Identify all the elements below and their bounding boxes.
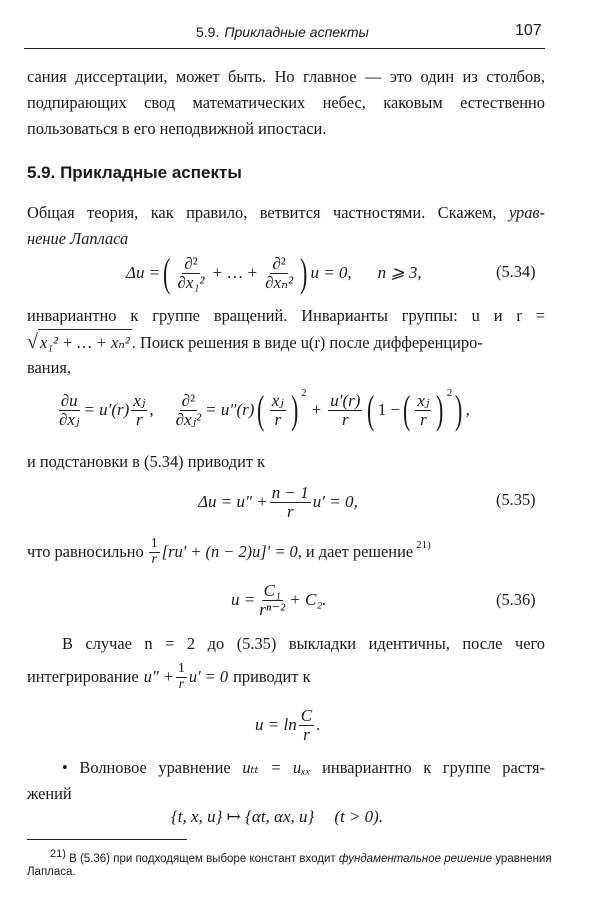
- para5-expression: u″ +: [143, 667, 174, 686]
- fraction: [257, 582, 287, 619]
- page-number: 107: [515, 22, 542, 39]
- eq-rhs: + C₂.: [289, 590, 327, 609]
- eq-lhs: Δu = u″ +: [198, 492, 268, 511]
- eq-rhs: u = 0,: [310, 263, 352, 282]
- eq-condition: (t > 0).: [334, 807, 384, 826]
- sqrt-expression: x₁² + … + xₙ²: [38, 329, 132, 356]
- footnote-italic-term: фундаментальное решение: [338, 852, 493, 865]
- denominator: r: [286, 501, 294, 521]
- exponent: 2: [301, 387, 307, 399]
- footnote-rule: [27, 839, 187, 840]
- fraction: [131, 392, 147, 429]
- para5-expression: u′ = 0: [188, 667, 229, 686]
- fraction: [270, 484, 311, 521]
- bullet-line-1: [62, 755, 545, 781]
- eq-rhs: u′ = 0,: [312, 492, 358, 511]
- denominator: ∂xⱼ: [59, 409, 80, 429]
- bullet-icon: •: [62, 758, 68, 777]
- footnote-marker[interactable]: 21): [416, 539, 431, 551]
- right-paren: ): [300, 250, 308, 295]
- denominator: r: [151, 551, 157, 567]
- fraction: [415, 392, 431, 429]
- bullet-expression: uₜₜ = uₓₓ: [242, 758, 311, 777]
- denominator: r: [136, 409, 143, 429]
- numerator: ∂²: [272, 253, 286, 273]
- denominator: r: [303, 724, 310, 744]
- denominator: ∂xⱼ²: [175, 409, 202, 429]
- para1-line-2: нение Лапласа: [27, 229, 129, 248]
- denominator: r: [178, 676, 185, 692]
- equation-5-35: [198, 477, 358, 527]
- denominator: ∂x₁²: [177, 272, 205, 292]
- footnote-text-end: уравнения: [495, 852, 552, 865]
- equation-5-34: [126, 248, 422, 298]
- para2-line-3: вания,: [27, 358, 71, 377]
- denominator: r: [420, 409, 427, 429]
- fraction: [328, 392, 362, 429]
- left-paren: (: [367, 387, 375, 432]
- numerator: ∂²: [181, 390, 196, 410]
- eq-term: = u″(r): [205, 400, 255, 419]
- numerator: 1: [177, 660, 185, 676]
- intro-line-2: подпирающих свод математических небес, каковым естественно: [27, 93, 545, 112]
- equation-number-5-35: (5.35): [496, 490, 536, 509]
- footnote-line-2: Лапласа.: [27, 866, 76, 878]
- numerator: xⱼ: [271, 390, 284, 410]
- para4-text: что равносильно: [27, 542, 144, 561]
- para5-line-1: В случае n = 2 до (5.35) выкладки идентичны, после чего: [62, 634, 545, 653]
- fraction: [270, 392, 286, 429]
- denominator: rⁿ⁻²: [259, 599, 286, 619]
- para3: и подстановки в (5.34) приводит к: [27, 452, 266, 471]
- header-rule: [24, 48, 545, 49]
- para1-italic-term: урав-: [508, 203, 545, 222]
- para5-text: интегрирование: [27, 667, 139, 686]
- eq-ellipsis: + … +: [212, 263, 258, 282]
- fraction: [57, 392, 81, 429]
- para5-text-end: приводит к: [233, 667, 311, 686]
- numerator: C₁: [263, 580, 281, 600]
- para1-line-1: [27, 200, 545, 226]
- denominator: r: [274, 409, 282, 429]
- footnote-line-1: [50, 845, 552, 868]
- comma: ,: [149, 400, 154, 419]
- fraction: [149, 537, 160, 567]
- eq-term: = u′(r): [83, 400, 130, 419]
- para2-line-1: инвариантно к группе вращений. Инварианты группы: u и r =: [27, 306, 545, 325]
- numerator: n − 1: [271, 482, 309, 502]
- para5-line-2: [27, 657, 545, 697]
- fraction: [176, 255, 207, 292]
- right-paren: ): [436, 387, 444, 432]
- eq-lhs: u =: [231, 590, 256, 609]
- bullet-text: Волновое уравнение: [79, 758, 231, 777]
- equation-5-36: [231, 575, 327, 625]
- equation-group: [171, 803, 383, 831]
- intro-line-3: пользоваться в его неподвижной ипостаси.: [27, 119, 327, 138]
- para1-text: Общая теория, как правило, ветвится частностями. Скажем,: [27, 203, 497, 222]
- left-paren: (: [163, 250, 171, 295]
- para4: [27, 532, 545, 572]
- footnote-mark: 21): [50, 848, 66, 860]
- para2-text: . Поиск решения в виде u(r) после дифференциро-: [131, 333, 483, 352]
- eq-lhs: u = ln: [255, 715, 297, 734]
- para4-expression: [ru′ + (n − 2)u]′ = 0: [161, 542, 298, 561]
- numerator: xⱼ: [133, 390, 146, 410]
- intro-line-1: сания диссертации, может быть. Но главное — это один из столбов,: [27, 67, 545, 86]
- equation-ln: [255, 702, 320, 748]
- comma: ,: [465, 400, 470, 419]
- numerator: u′(r): [330, 390, 361, 410]
- denominator: r: [341, 409, 349, 429]
- numerator: ∂²: [184, 253, 198, 273]
- fraction: [176, 662, 187, 692]
- numerator: xⱼ: [417, 390, 430, 410]
- numerator: C: [300, 705, 313, 725]
- section-heading: 5.9. Прикладные аспекты: [27, 163, 242, 182]
- left-paren: (: [403, 387, 411, 432]
- eq-lhs: Δu =: [126, 263, 161, 282]
- running-header-section-number: 5.9.: [196, 24, 220, 40]
- fraction: [174, 392, 204, 429]
- exponent: 2: [446, 387, 453, 399]
- numerator: ∂u: [60, 390, 78, 410]
- fraction: [299, 707, 314, 744]
- eq-expression: {t, x, u} ↦ {αt, αx, u}: [171, 807, 315, 826]
- bullet-line-2: жений: [27, 784, 72, 803]
- footnote-text: В (5.36) при подходящем выборе констант входит: [69, 852, 336, 865]
- right-paren: ): [455, 387, 463, 432]
- fraction: [263, 255, 295, 292]
- equation-derivatives: [55, 383, 470, 437]
- numerator: 1: [150, 535, 158, 551]
- bullet-text-end: инвариантно к группе растя-: [322, 758, 545, 777]
- running-header-section-title: Прикладные аспекты: [224, 24, 369, 40]
- right-paren: ): [290, 387, 299, 432]
- left-paren: (: [257, 387, 265, 432]
- equation-number-5-34: (5.34): [496, 262, 536, 281]
- equation-number-5-36: (5.36): [496, 590, 536, 609]
- para2-line-2: √ x₁² + … + xₙ² . Поиск решения в виде u(r) после дифференциро-: [27, 329, 545, 356]
- para4-text-end: , и дает решение: [297, 542, 414, 561]
- denominator: ∂xₙ²: [265, 272, 294, 292]
- plus: +: [311, 400, 322, 419]
- eq-condition: n ⩾ 3,: [377, 263, 422, 282]
- running-header-title: [196, 24, 369, 40]
- period: .: [316, 715, 321, 734]
- eq-term: 1 −: [377, 400, 401, 419]
